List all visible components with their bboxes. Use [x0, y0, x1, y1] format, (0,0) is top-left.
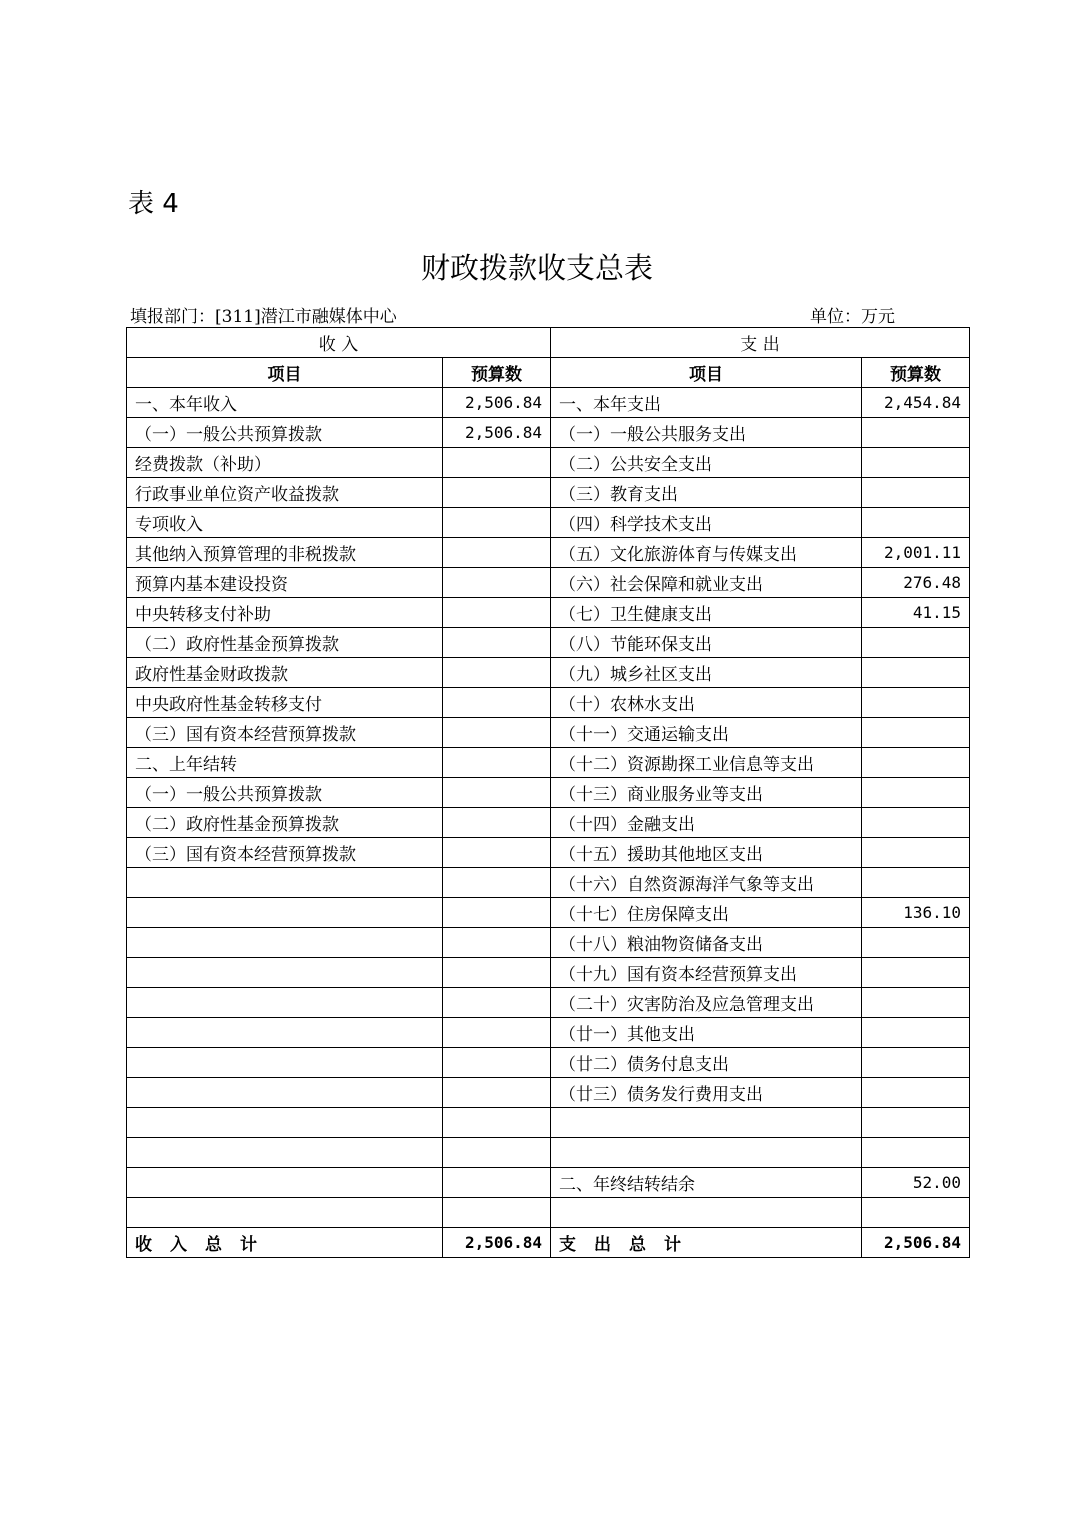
income-item-cell: 政府性基金财政拨款: [127, 658, 443, 688]
table-row: [127, 718, 970, 748]
table-row: [127, 868, 970, 898]
income-amount-cell: [443, 1018, 551, 1048]
income-amount-cell: [443, 898, 551, 928]
table-row: [127, 898, 970, 928]
expense-item-cell: （九）城乡社区支出: [551, 658, 862, 688]
table-row: [127, 628, 970, 658]
table-row: [127, 1078, 970, 1108]
income-item-cell: [127, 1138, 443, 1168]
income-amount-cell: 2,506.84: [443, 418, 551, 448]
income-amount-cell: [443, 748, 551, 778]
table-row: [127, 808, 970, 838]
expense-total-amount: 2,506.84: [862, 1228, 970, 1258]
income-amount-cell: [443, 508, 551, 538]
expense-item-cell: （廿一）其他支出: [551, 1018, 862, 1048]
table-row: [127, 1198, 970, 1228]
income-amount-cell: [443, 808, 551, 838]
income-item-cell: [127, 1108, 443, 1138]
expense-amount-cell: 2,001.11: [862, 538, 970, 568]
income-amount-cell: [443, 568, 551, 598]
income-item-cell: （二）政府性基金预算拨款: [127, 628, 443, 658]
expense-amount-cell: [862, 688, 970, 718]
table-row: [127, 568, 970, 598]
income-item-cell: [127, 1018, 443, 1048]
expense-item-cell: 二、年终结转结余: [551, 1168, 862, 1198]
income-amount-cell: 2,506.84: [443, 388, 551, 418]
table-row: [127, 1018, 970, 1048]
income-amount-cell: [443, 868, 551, 898]
expense-item-cell: 一、本年支出: [551, 388, 862, 418]
expense-item-cell: （十七）住房保障支出: [551, 898, 862, 928]
income-amount-cell: [443, 448, 551, 478]
expense-item-cell: （十四）金融支出: [551, 808, 862, 838]
table-row: [127, 508, 970, 538]
expense-amount-cell: [862, 958, 970, 988]
expense-amount-cell: [862, 1018, 970, 1048]
income-amount-cell: [443, 1198, 551, 1228]
income-amount-cell: [443, 958, 551, 988]
income-amount-cell: [443, 1168, 551, 1198]
income-item-cell: [127, 1048, 443, 1078]
section-header-row: [127, 328, 970, 358]
table-row: [127, 1048, 970, 1078]
expense-amount-cell: [862, 508, 970, 538]
reporting-department: 填报部门：[311]潜江市融媒体中心: [130, 307, 397, 327]
table-number: 表 4: [128, 189, 179, 219]
expense-section-header: 支 出: [551, 328, 970, 358]
expense-amount-cell: [862, 1198, 970, 1228]
income-total-label: 收入总计: [127, 1228, 443, 1258]
expense-item-cell: （十八）粮油物资储备支出: [551, 928, 862, 958]
page-title: 财政拨款收支总表: [420, 251, 653, 285]
expense-amount-cell: [862, 868, 970, 898]
table-row: [127, 538, 970, 568]
income-item-cell: [127, 1078, 443, 1108]
table-row: [127, 838, 970, 868]
table-row: [127, 688, 970, 718]
expense-amount-cell: [862, 1048, 970, 1078]
expense-amount-cell: [862, 448, 970, 478]
expense-item-cell: （七）卫生健康支出: [551, 598, 862, 628]
expense-item-cell: （十六）自然资源海洋气象等支出: [551, 868, 862, 898]
expense-item-cell: （一）一般公共服务支出: [551, 418, 862, 448]
income-amount-cell: [443, 778, 551, 808]
expense-item-cell: （二）公共安全支出: [551, 448, 862, 478]
expense-amount-cell: 276.48: [862, 568, 970, 598]
expense-item-cell: （六）社会保障和就业支出: [551, 568, 862, 598]
expense-amount-cell: [862, 628, 970, 658]
expense-item-header: 项目: [551, 358, 862, 388]
table-row: [127, 1108, 970, 1138]
table-row: [127, 778, 970, 808]
income-amount-cell: [443, 1078, 551, 1108]
income-item-cell: 经费拨款（补助）: [127, 448, 443, 478]
income-item-header: 项目: [127, 358, 443, 388]
table-row: [127, 1138, 970, 1168]
expense-item-cell: [551, 1108, 862, 1138]
income-amount-cell: [443, 658, 551, 688]
expense-item-cell: （十）农林水支出: [551, 688, 862, 718]
expense-total-label: 支出总计: [551, 1228, 862, 1258]
income-amount-cell: [443, 1138, 551, 1168]
income-item-cell: 一、本年收入: [127, 388, 443, 418]
expense-item-cell: （十五）援助其他地区支出: [551, 838, 862, 868]
expense-amount-cell: [862, 928, 970, 958]
table-row: [127, 1168, 970, 1198]
income-budget-header: 预算数: [443, 358, 551, 388]
table-row: [127, 658, 970, 688]
expense-amount-cell: [862, 1138, 970, 1168]
income-item-cell: 二、上年结转: [127, 748, 443, 778]
income-item-cell: 行政事业单位资产收益拨款: [127, 478, 443, 508]
income-item-cell: 专项收入: [127, 508, 443, 538]
expense-item-cell: （廿三）债务发行费用支出: [551, 1078, 862, 1108]
expense-amount-cell: [862, 1108, 970, 1138]
expense-amount-cell: [862, 748, 970, 778]
income-item-cell: （二）政府性基金预算拨款: [127, 808, 443, 838]
income-item-cell: [127, 958, 443, 988]
income-amount-cell: [443, 598, 551, 628]
expense-item-cell: （十九）国有资本经营预算支出: [551, 958, 862, 988]
income-item-cell: 预算内基本建设投资: [127, 568, 443, 598]
income-item-cell: [127, 988, 443, 1018]
income-item-cell: [127, 1198, 443, 1228]
income-item-cell: [127, 898, 443, 928]
expense-amount-cell: [862, 988, 970, 1018]
income-section-header: 收 入: [127, 328, 551, 358]
income-amount-cell: [443, 688, 551, 718]
expense-item-cell: （三）教育支出: [551, 478, 862, 508]
income-amount-cell: [443, 838, 551, 868]
unit-label: 单位：万元: [810, 307, 895, 327]
table-row: [127, 418, 970, 448]
income-amount-cell: [443, 1048, 551, 1078]
income-total-amount: 2,506.84: [443, 1228, 551, 1258]
income-item-cell: [127, 928, 443, 958]
expense-item-cell: （廿二）债务付息支出: [551, 1048, 862, 1078]
expense-item-cell: （四）科学技术支出: [551, 508, 862, 538]
table-row: [127, 388, 970, 418]
expense-amount-cell: [862, 718, 970, 748]
table-row: [127, 598, 970, 628]
table-row: [127, 928, 970, 958]
expense-amount-cell: [862, 838, 970, 868]
expense-item-cell: （十二）资源勘探工业信息等支出: [551, 748, 862, 778]
income-item-cell: （三）国有资本经营预算拨款: [127, 718, 443, 748]
income-amount-cell: [443, 928, 551, 958]
expense-amount-cell: [862, 418, 970, 448]
expense-amount-cell: [862, 778, 970, 808]
expense-item-cell: （十一）交通运输支出: [551, 718, 862, 748]
column-header-row: [127, 358, 970, 388]
table-row: [127, 958, 970, 988]
income-item-cell: 中央转移支付补助: [127, 598, 443, 628]
expense-amount-cell: 41.15: [862, 598, 970, 628]
income-item-cell: [127, 1168, 443, 1198]
expense-amount-cell: [862, 1078, 970, 1108]
table-row: [127, 448, 970, 478]
expense-amount-cell: 52.00: [862, 1168, 970, 1198]
income-item-cell: （一）一般公共预算拨款: [127, 418, 443, 448]
income-amount-cell: [443, 478, 551, 508]
expense-item-cell: （八）节能环保支出: [551, 628, 862, 658]
expense-amount-cell: 2,454.84: [862, 388, 970, 418]
budget-table: [126, 327, 970, 1258]
income-amount-cell: [443, 628, 551, 658]
income-item-cell: 其他纳入预算管理的非税拨款: [127, 538, 443, 568]
income-item-cell: （一）一般公共预算拨款: [127, 778, 443, 808]
total-row: [127, 1228, 970, 1258]
income-item-cell: 中央政府性基金转移支付: [127, 688, 443, 718]
expense-amount-cell: [862, 808, 970, 838]
expense-item-cell: （十三）商业服务业等支出: [551, 778, 862, 808]
expense-amount-cell: [862, 658, 970, 688]
table-row: [127, 478, 970, 508]
income-amount-cell: [443, 718, 551, 748]
expense-item-cell: [551, 1198, 862, 1228]
income-amount-cell: [443, 1108, 551, 1138]
table-row: [127, 988, 970, 1018]
expense-amount-cell: [862, 478, 970, 508]
expense-item-cell: [551, 1138, 862, 1168]
table-row: [127, 748, 970, 778]
income-amount-cell: [443, 538, 551, 568]
income-item-cell: （三）国有资本经营预算拨款: [127, 838, 443, 868]
expense-item-cell: （二十）灾害防治及应急管理支出: [551, 988, 862, 1018]
expense-item-cell: （五）文化旅游体育与传媒支出: [551, 538, 862, 568]
income-item-cell: [127, 868, 443, 898]
expense-amount-cell: 136.10: [862, 898, 970, 928]
income-amount-cell: [443, 988, 551, 1018]
expense-budget-header: 预算数: [862, 358, 970, 388]
